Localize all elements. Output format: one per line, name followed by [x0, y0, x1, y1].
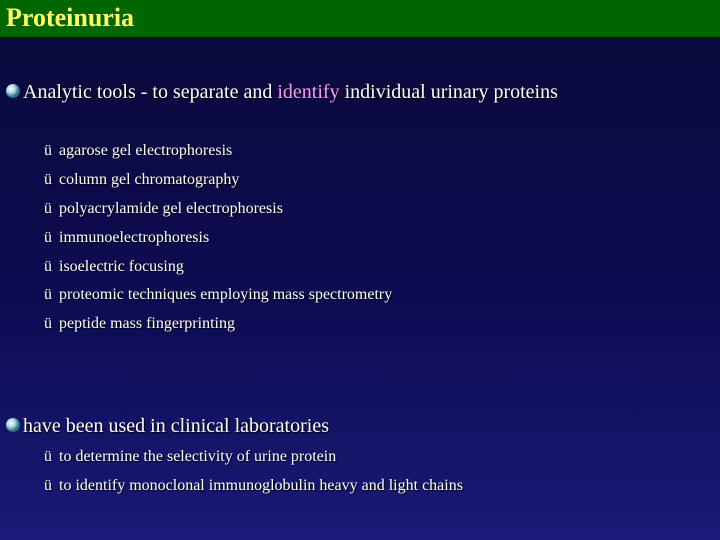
- check-icon: ü: [44, 200, 52, 217]
- bullet-text-before: Analytic tools - to separate and: [23, 81, 278, 103]
- tool-item: [44, 314, 235, 334]
- bullet-clinical-use: [6, 414, 329, 438]
- sphere-bullet-icon: [6, 418, 20, 432]
- check-icon: ü: [44, 142, 52, 159]
- tool-item: [44, 170, 239, 190]
- bullet-text: have been used in clinical laboratories: [23, 415, 329, 437]
- tool-item-label: polyacrylamide gel electrophoresis: [59, 200, 283, 217]
- tool-item-label: peptide mass fingerprinting: [59, 315, 235, 332]
- use-item-label: to identify monoclonal immunoglobulin heavy and light chains: [59, 477, 463, 494]
- sphere-bullet-icon: [6, 84, 20, 98]
- check-icon: ü: [44, 477, 52, 494]
- tool-item-label: isoelectric focusing: [59, 258, 184, 275]
- tool-item-label: proteomic techniques employing mass spectrometry: [59, 286, 393, 303]
- tool-item-label: column gel chromatography: [59, 171, 240, 188]
- bullet-text-after: individual urinary proteins: [339, 81, 558, 103]
- bullet-analytic-tools: [6, 80, 558, 104]
- slide-title: Proteinuria: [6, 3, 135, 32]
- check-icon: ü: [44, 448, 52, 465]
- check-icon: ü: [44, 286, 52, 303]
- tool-item: [44, 257, 184, 277]
- check-icon: ü: [44, 258, 52, 275]
- check-icon: ü: [44, 229, 52, 246]
- check-icon: ü: [44, 315, 52, 332]
- use-item: [44, 447, 336, 467]
- tool-item: [44, 141, 232, 161]
- tool-item-label: agarose gel electrophoresis: [59, 142, 233, 159]
- check-icon: ü: [44, 171, 52, 188]
- tool-item: [44, 228, 209, 248]
- tool-item-label: immunoelectrophoresis: [59, 229, 210, 246]
- use-item: [44, 476, 463, 496]
- title-bar: [0, 0, 720, 37]
- use-item-label: to determine the selectivity of urine protein: [59, 448, 337, 465]
- tool-item: [44, 285, 392, 305]
- bullet-text-highlight: identify: [277, 81, 340, 103]
- tool-item: [44, 199, 283, 219]
